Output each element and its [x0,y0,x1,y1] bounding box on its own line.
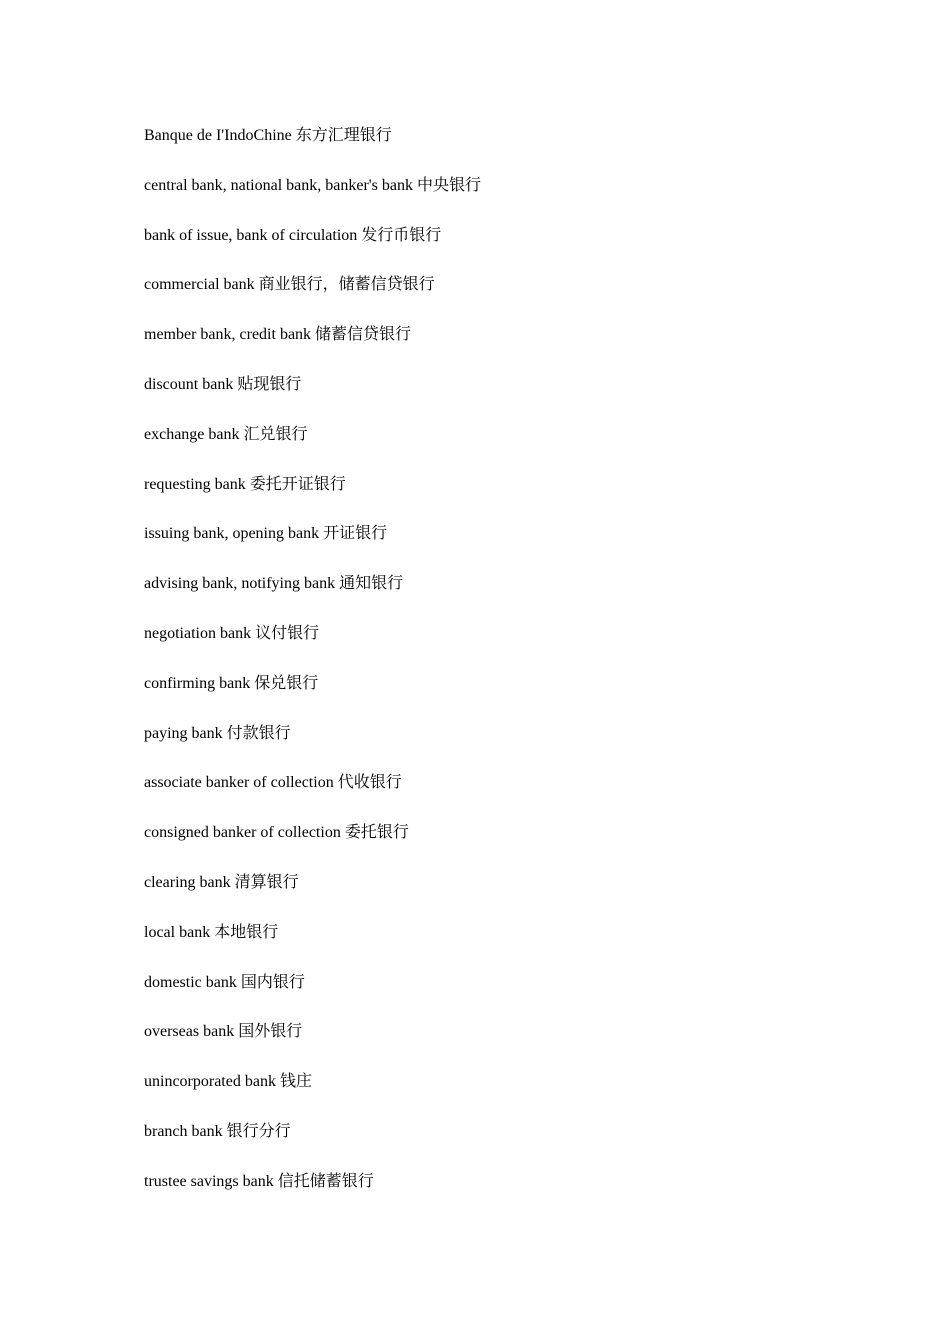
list-item: domestic bank 国内银行 [144,973,305,991]
list-item: requesting bank 委托开证银行 [144,475,346,493]
list-item: issuing bank, opening bank 开证银行 [144,525,388,543]
list-item: negotiation bank 议付银行 [144,624,320,642]
list-item: overseas bank 国外银行 [144,1023,303,1041]
list-item: unincorporated bank 钱庄 [144,1073,312,1091]
list-item: paying bank 付款银行 [144,724,291,742]
list-item: confirming bank 保兑银行 [144,674,319,692]
list-item: branch bank 银行分行 [144,1122,291,1140]
list-item: discount bank 贴现银行 [144,375,302,393]
list-item: commercial bank 商业银行，储蓄信贷银行 [144,276,435,294]
list-item: clearing bank 清算银行 [144,873,299,891]
list-item: advising bank, notifying bank 通知银行 [144,575,404,593]
list-item: trustee savings bank 信托储蓄银行 [144,1172,374,1190]
list-item: consigned banker of collection 委托银行 [144,824,409,842]
list-item: local bank 本地银行 [144,923,279,941]
list-item: bank of issue, bank of circulation 发行币银行 [144,226,442,244]
list-item: Banque de I'IndoChine 东方汇理银行 [144,127,392,144]
list-item: associate banker of collection 代收银行 [144,774,402,792]
list-item: member bank, credit bank 储蓄信贷银行 [144,326,412,344]
list-item: central bank, national bank, banker's bank 中央银行 [144,176,482,194]
bank-terms-list [144,125,481,1221]
list-item: exchange bank 汇兑银行 [144,425,308,443]
